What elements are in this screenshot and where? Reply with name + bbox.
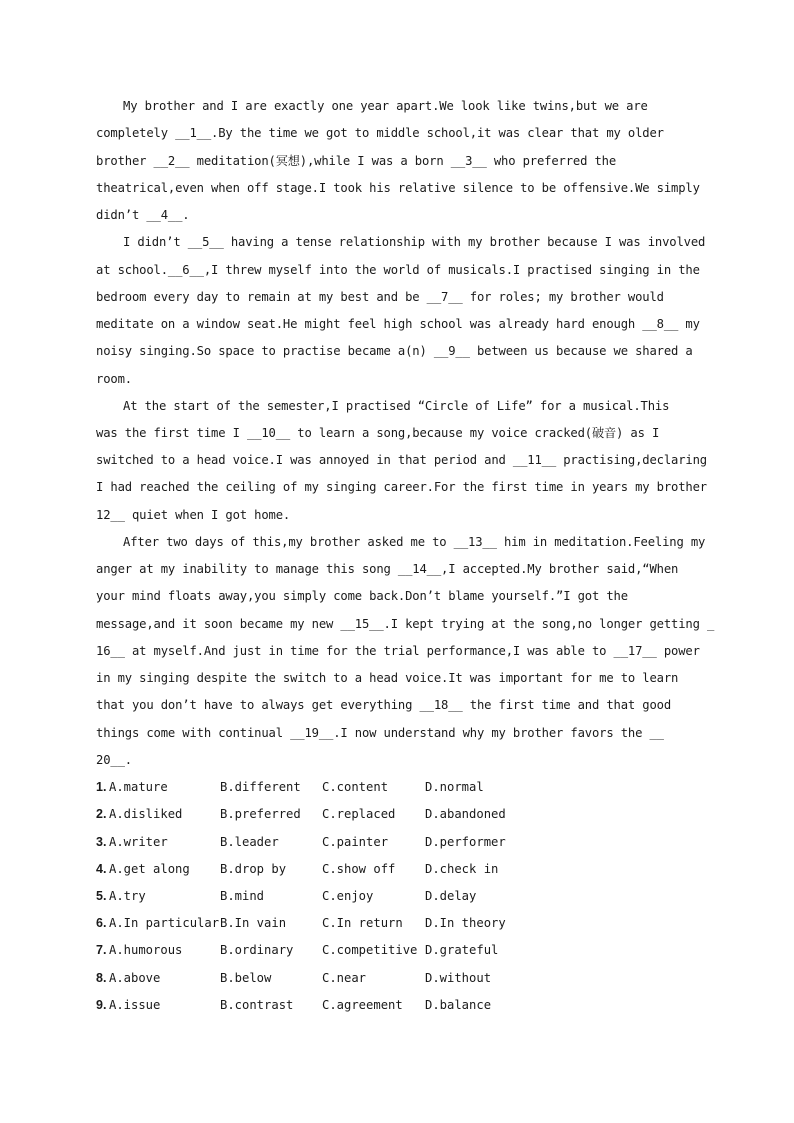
option-d[interactable]: D.abandoned xyxy=(425,807,506,821)
option-a[interactable]: A.get along xyxy=(109,862,190,876)
question-number: 9. xyxy=(96,998,107,1012)
option-a[interactable]: A.humorous xyxy=(109,943,183,957)
option-c[interactable]: C.In return xyxy=(322,916,403,930)
option-d[interactable]: D.check in xyxy=(425,862,499,876)
option-b[interactable]: B.different xyxy=(220,780,301,794)
question-number: 3. xyxy=(96,835,107,849)
question-number: 6. xyxy=(96,916,107,930)
option-a[interactable]: A.In particular xyxy=(109,916,220,930)
option-c[interactable]: C.competitive xyxy=(322,943,418,957)
question-number: 5. xyxy=(96,889,107,903)
passage-line: in my singing despite the switch to a head voice.It was important for me to learn xyxy=(96,671,679,685)
question-row xyxy=(96,834,696,850)
passage-line: switched to a head voice.I was annoyed in that period and __11__ practising,declaring xyxy=(96,453,707,467)
option-d[interactable]: D.balance xyxy=(425,998,492,1012)
option-d[interactable]: D.grateful xyxy=(425,943,499,957)
option-c[interactable]: C.replaced xyxy=(322,807,396,821)
option-b[interactable]: B.mind xyxy=(220,889,265,903)
passage-line: bedroom every day to remain at my best and be __7__ for roles; my brother would xyxy=(96,290,664,304)
question-row xyxy=(96,806,696,822)
passage-line: 16__ at myself.And just in time for the trial performance,I was able to __17__ power xyxy=(96,644,700,658)
passage-line: noisy singing.So space to practise became a(n) __9__ between us because we shared a xyxy=(96,344,693,358)
option-a[interactable]: A.above xyxy=(109,971,161,985)
passage-line: things come with continual __19__.I now understand why my brother favors the __ xyxy=(96,726,664,740)
passage-line: anger at my inability to manage this song __14__,I accepted.My brother said,“When xyxy=(96,562,679,576)
option-b[interactable]: B.leader xyxy=(220,835,279,849)
passage-line: My brother and I are exactly one year apart.We look like twins,but we are xyxy=(123,99,648,113)
question-number: 1. xyxy=(96,780,107,794)
option-c[interactable]: C.enjoy xyxy=(322,889,374,903)
option-c[interactable]: C.agreement xyxy=(322,998,403,1012)
passage-line: I didn’t __5__ having a tense relationship with my brother because I was involved xyxy=(123,235,706,249)
passage-line: completely __1__.By the time we got to middle school,it was clear that my older xyxy=(96,126,664,140)
option-a[interactable]: A.issue xyxy=(109,998,161,1012)
passage-line: room. xyxy=(96,372,132,386)
option-c[interactable]: C.near xyxy=(322,971,367,985)
passage-line: that you don’t have to always get everything __18__ the first time and that good xyxy=(96,698,671,712)
option-c[interactable]: C.content xyxy=(322,780,389,794)
passage-line: your mind floats away,you simply come back.Don’t blame yourself.”I got the xyxy=(96,589,628,603)
question-row xyxy=(96,942,696,958)
passage-line: meditate on a window seat.He might feel high school was already hard enough __8__ my xyxy=(96,317,700,331)
question-row xyxy=(96,888,696,904)
option-d[interactable]: D.In theory xyxy=(425,916,506,930)
option-b[interactable]: B.contrast xyxy=(220,998,294,1012)
question-row xyxy=(96,779,696,795)
passage-line: at school.__6__,I threw myself into the world of musicals.I practised singing in the xyxy=(96,263,700,277)
option-b[interactable]: B.ordinary xyxy=(220,943,294,957)
question-number: 2. xyxy=(96,807,107,821)
passage-line: 12__ quiet when I got home. xyxy=(96,508,291,522)
passage-line: 20__. xyxy=(96,753,132,767)
passage-line: After two days of this,my brother asked me to __13__ him in meditation.Feeling my xyxy=(123,535,706,549)
option-d[interactable]: D.delay xyxy=(425,889,477,903)
option-b[interactable]: B.In vain xyxy=(220,916,287,930)
question-row xyxy=(96,970,696,986)
option-b[interactable]: B.below xyxy=(220,971,272,985)
question-row xyxy=(96,997,696,1013)
passage-line: didn’t __4__. xyxy=(96,208,190,222)
option-a[interactable]: A.disliked xyxy=(109,807,183,821)
passage-line: theatrical,even when off stage.I took his relative silence to be offensive.We simply xyxy=(96,181,700,195)
option-c[interactable]: C.painter xyxy=(322,835,389,849)
option-b[interactable]: B.drop by xyxy=(220,862,287,876)
passage-line: message,and it soon became my new __15__.I kept trying at the song,no longer getting _ xyxy=(96,617,715,631)
question-number: 7. xyxy=(96,943,107,957)
option-a[interactable]: A.mature xyxy=(109,780,168,794)
passage-line: At the start of the semester,I practised “Circle of Life” for a musical.This xyxy=(123,399,670,413)
question-number: 4. xyxy=(96,862,107,876)
passage-line: I had reached the ceiling of my singing career.For the first time in years my brother xyxy=(96,480,707,494)
option-a[interactable]: A.writer xyxy=(109,835,168,849)
option-d[interactable]: D.without xyxy=(425,971,492,985)
option-d[interactable]: D.normal xyxy=(425,780,484,794)
option-a[interactable]: A.try xyxy=(109,889,146,903)
passage-line: brother __2__ meditation(冥想),while I was a born __3__ who preferred the xyxy=(96,154,617,168)
passage-line: was the first time I __10__ to learn a song,because my voice cracked(破音) as I xyxy=(96,426,660,440)
option-b[interactable]: B.preferred xyxy=(220,807,301,821)
question-row xyxy=(96,861,696,877)
option-d[interactable]: D.performer xyxy=(425,835,506,849)
question-number: 8. xyxy=(96,971,107,985)
option-c[interactable]: C.show off xyxy=(322,862,396,876)
question-row xyxy=(96,915,696,931)
